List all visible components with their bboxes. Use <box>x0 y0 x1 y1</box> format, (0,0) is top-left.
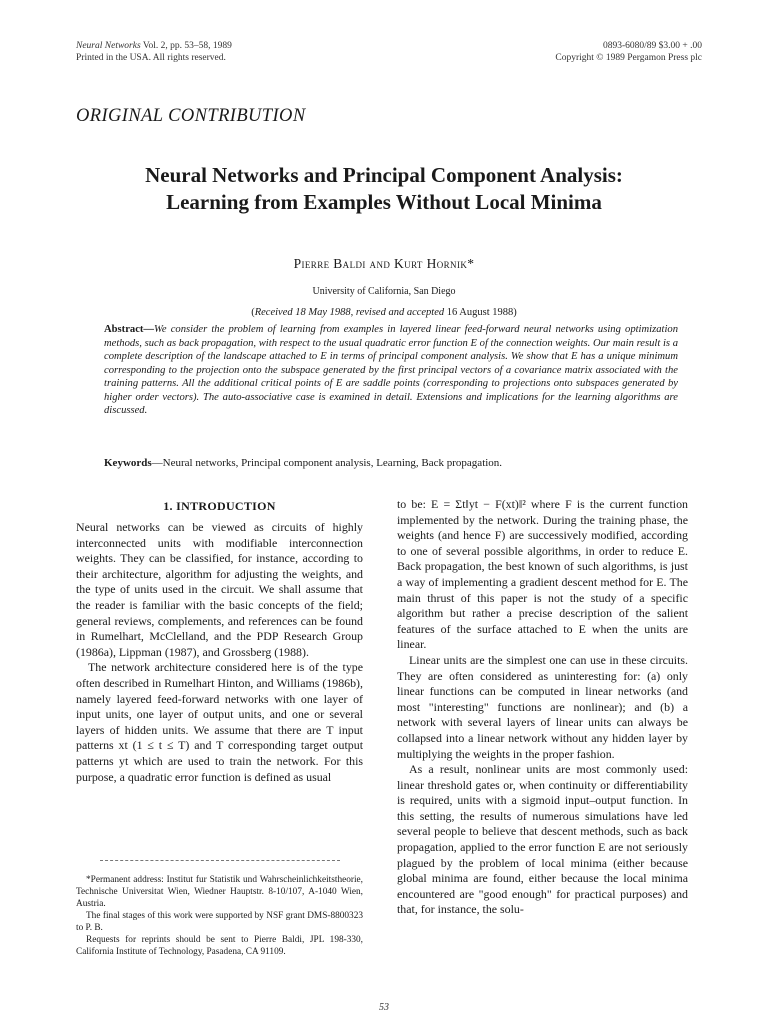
title-line-2: Learning from Examples Without Local Minima <box>166 190 602 214</box>
article-type-label: ORIGINAL CONTRIBUTION <box>76 106 306 126</box>
title-line-1: Neural Networks and Principal Component Analysis: <box>145 163 623 187</box>
footnote: *Permanent address: Institut fur Statistik und Wahrscheinlichkeitstheorie, Technische Universitat Wien, Wiedner Hauptstr. 8-10/107, A-1040 Wien, Austria. <box>76 875 363 909</box>
paragraph: Linear units are the simplest one can use in these circuits. They are often considered as uninteresting for: (a) only linear functions can be computed in linear networks (and most "interesting" functions are nonlinear); and (b) a network with several layers of linear units can always be collapsed into a linear network without any hidden layer by multiplying the weights in the proper fashion. <box>397 652 688 761</box>
keywords <box>104 456 678 470</box>
running-header-left <box>76 40 232 64</box>
paragraph: Neural networks can be viewed as circuits of highly interconnected units with modifiable interconnection weights. They can be classified, for instance, according to their architecture, algorithm for adjusting the weights, and the type of units used in the circuit. We shall assume that the reader is familiar with the basic concepts of the field; general reviews, complements, and references can be found in Rumelhart, McClelland, and the PDP Research Group (1986a), Lippman (1987), and Grossberg (1988). <box>76 520 363 659</box>
author-list: Pierre Baldi and Kurt Hornik* <box>293 256 475 271</box>
issn-price: 0893-6080/89 $3.00 + .00 <box>602 41 702 51</box>
footnotes <box>76 874 363 958</box>
journal-issue: Vol. 2, pp. 53–58, 1989 <box>140 41 232 51</box>
paragraph: to be: E = Σt‖yt − F(xt)‖² where F is the current function implemented by the network. During the training phase, the weights (and hence F) are successively modified, according to one of several possible algorithms, in order to reduce E. Back propagation, the best known of such algorithms, is just a way of implementing a gradient descent method for E. The main thrust of this paper is not the study of a specific algorithm but rather a precise description of the salient features of the surface attached to E when the units are linear. <box>397 497 688 652</box>
section-heading-introduction: 1. INTRODUCTION <box>163 499 276 513</box>
keywords-text: —Neural networks, Principal component analysis, Learning, Back propagation. <box>151 457 503 469</box>
running-header-right <box>555 40 702 64</box>
submission-dates: (Received 18 May 1988, revised and accepted 16 August 1988) <box>251 307 517 318</box>
received-label: Received 18 May 1988, revised and accepted <box>254 307 445 318</box>
journal-name: Neural Networks <box>76 41 141 51</box>
left-column <box>76 520 363 785</box>
footnote: Requests for reprints should be sent to Pierre Baldi, JPL 198-330, California Institute of Technology, Pasadena, CA 91109. <box>76 935 363 957</box>
abstract-label: Abstract— <box>104 324 155 335</box>
abstract-text: We consider the problem of learning from examples in layered linear feed-forward neural networks using optimization methods, such as back propagation, with respect to the usual quadratic error function E of the connection weights. Our main result is a complete description of the landscape attached to E in terms of principal component analysis. We show that E has a unique minimum corresponding to the projection onto the subspace generated by the first principal vectors of a covariance matrix associated with the training patterns. All the additional critical points of E are saddle points (corresponding to projections onto subspaces generated by higher order vectors). The auto-associative case is examined in detail. Extensions and implications for the learning algorithms are discussed. <box>104 324 678 416</box>
paper-title <box>66 162 702 216</box>
copyright-notice: Copyright © 1989 Pergamon Press plc <box>555 53 702 63</box>
paragraph: As a result, nonlinear units are most commonly used: linear threshold gates or, when continuity or differentiability is required, units with a sigmoid input–output function. In this setting, the results of numerous simulations have led several people to believe that descent methods, such as back propagation, applied to the error function E are not seriously plagued by the problem of local minima (either because global minima are found, either because the local minima encountered are "good enough" for practical purposes) and that, for instance, the solu- <box>397 762 688 917</box>
printed-notice: Printed in the USA. All rights reserved. <box>76 53 226 63</box>
footnote-divider <box>100 860 340 861</box>
affiliation: University of California, San Diego <box>312 286 456 297</box>
footnote: The final stages of this work were supported by NSF grant DMS-8800323 to P. B. <box>76 911 363 933</box>
keywords-label: Keywords <box>104 457 152 469</box>
page-number: 53 <box>379 1002 389 1013</box>
accepted-date: 16 August 1988) <box>444 307 517 318</box>
abstract <box>104 323 678 418</box>
right-column <box>397 497 688 918</box>
paragraph: The network architecture considered here is of the type often described in Rumelhart Hinton, and Williams (1986b), namely layered feed-forward networks with one layer of input units, one layer of output units, and one or several layers of hidden units. We assume that there are T input patterns xt (1 ≤ t ≤ T) and T corresponding target output patterns yt which are used to train the network. For this purpose, a quadratic error function is defined as usual <box>76 660 363 784</box>
